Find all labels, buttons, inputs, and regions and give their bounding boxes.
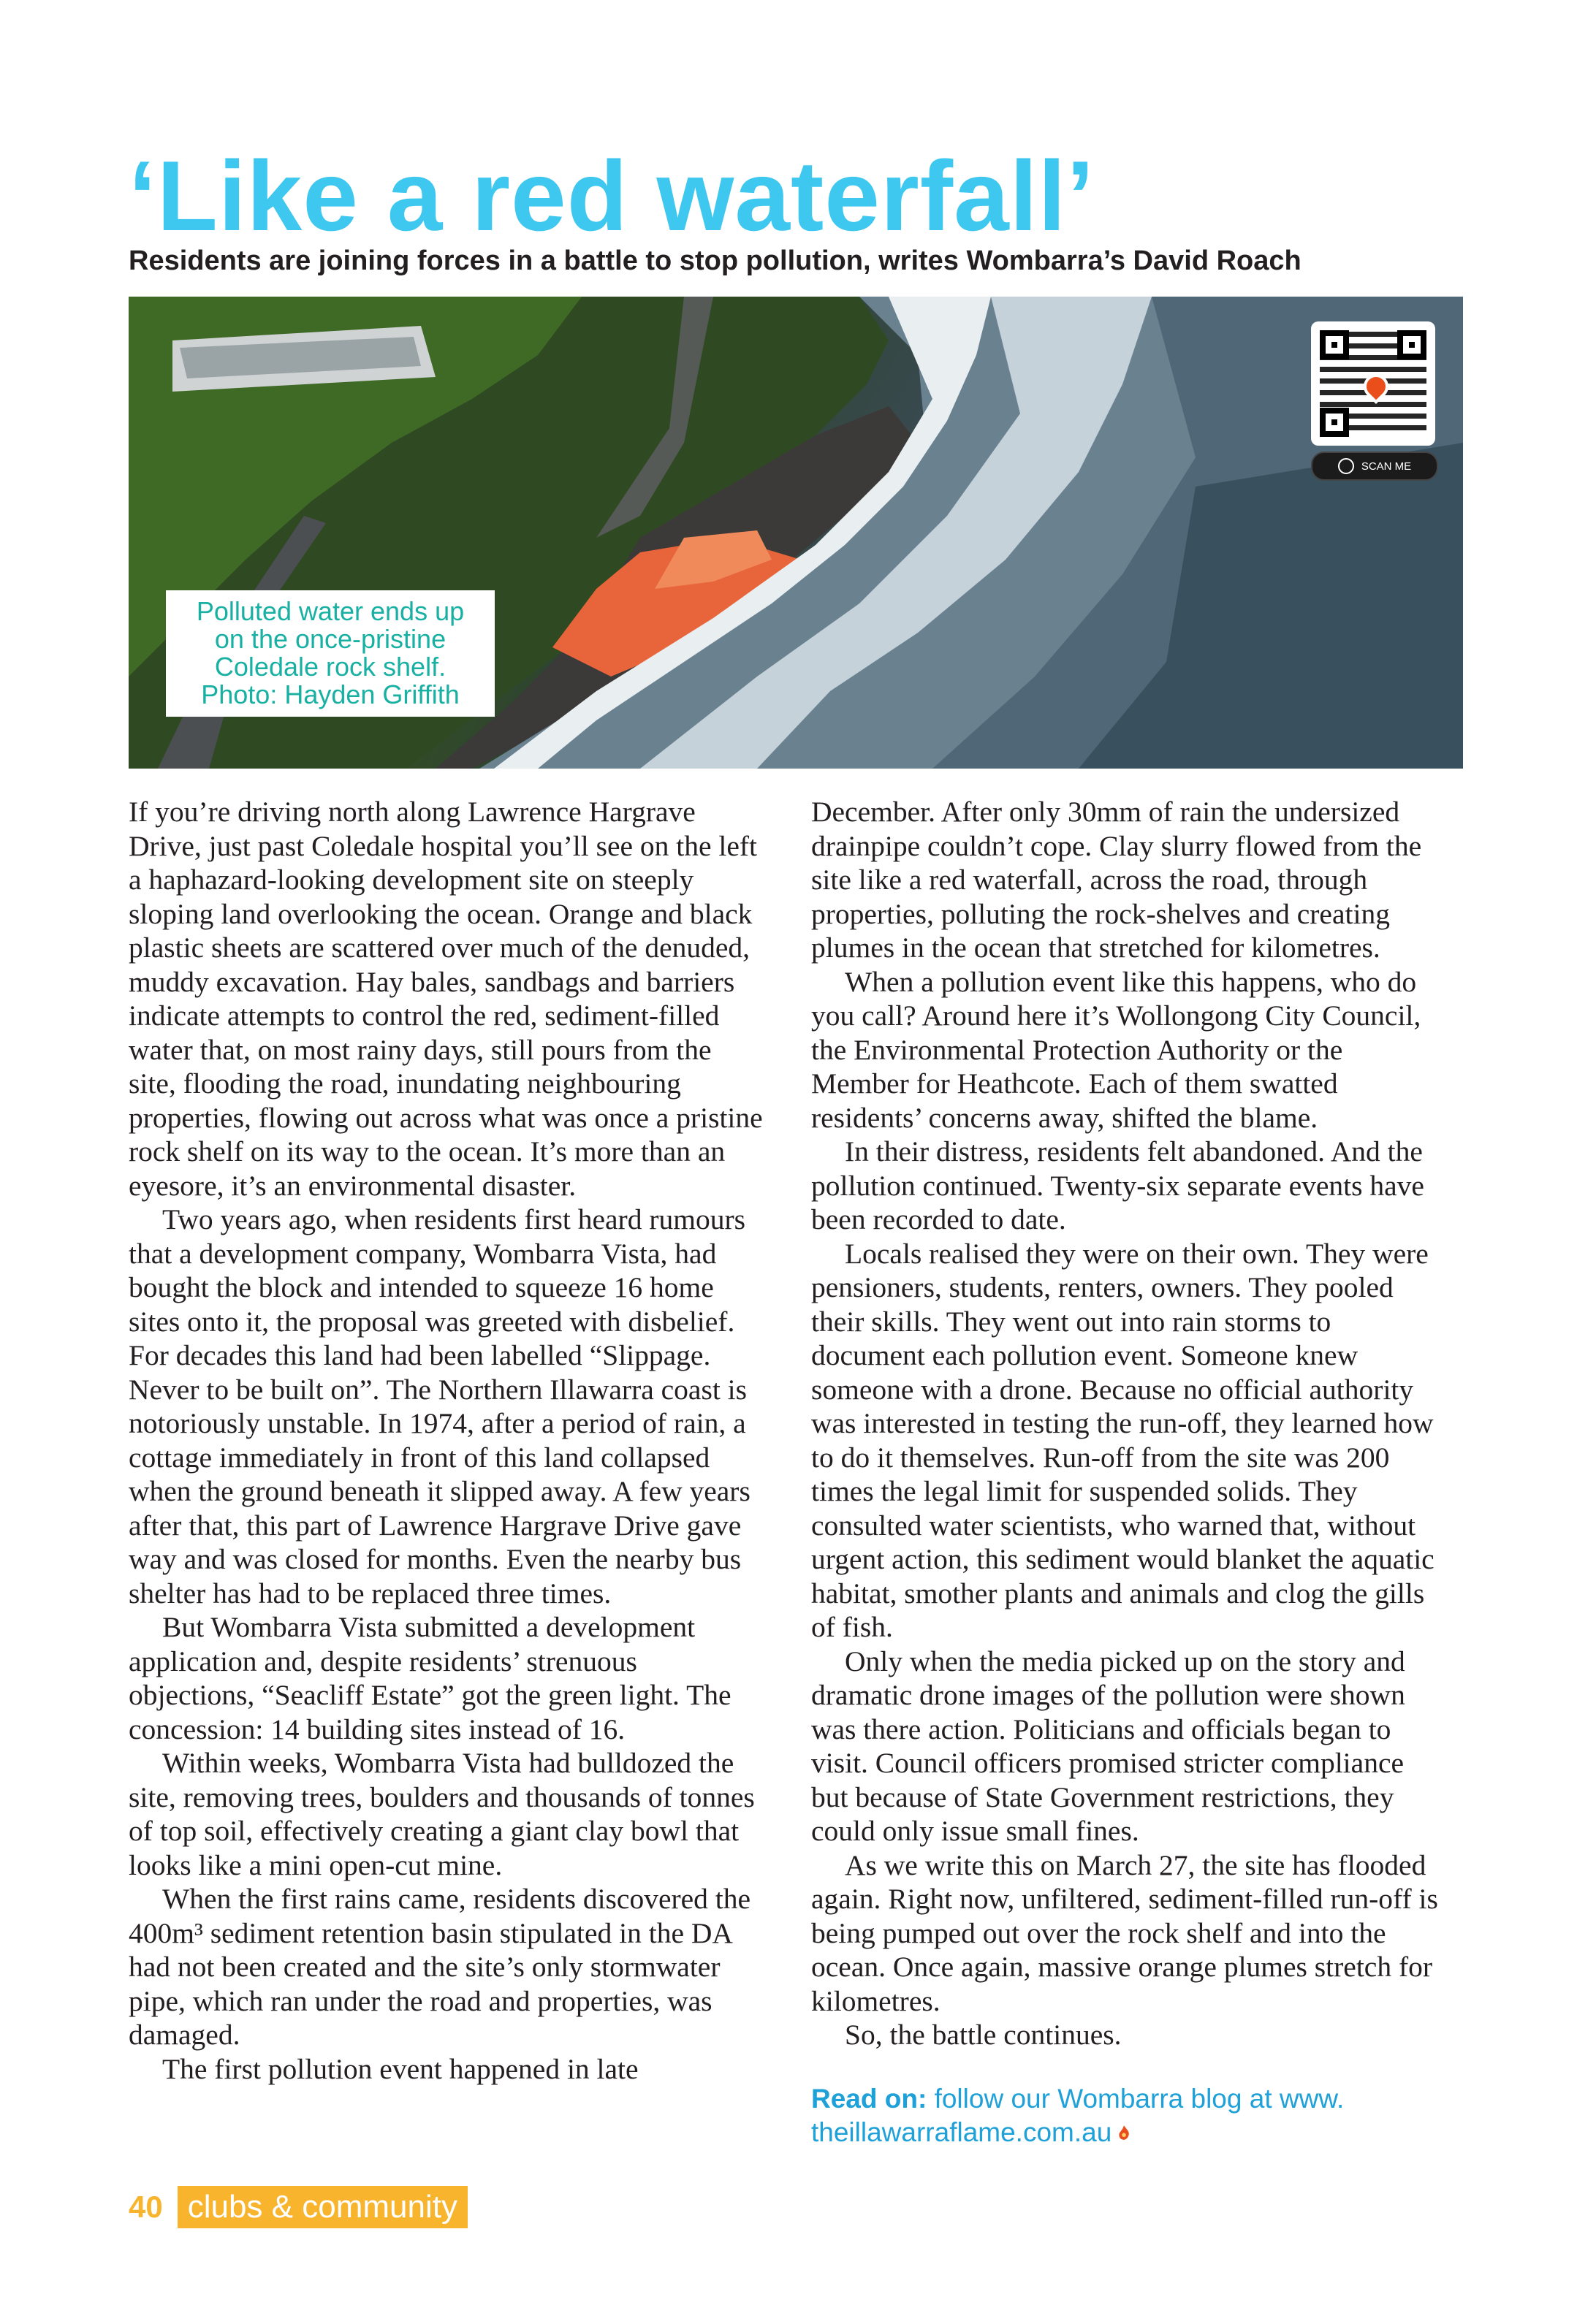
- qr-code[interactable]: [1311, 321, 1435, 446]
- section-tag: clubs & community: [178, 2186, 468, 2228]
- read-on-text: follow our Wombarra blog at www.: [934, 2084, 1345, 2114]
- paragraph: So, the battle continues.: [845, 2019, 1122, 2051]
- flame-end-mark-icon: [1116, 2125, 1132, 2141]
- photo-caption: [166, 590, 495, 717]
- paragraph: Within weeks, Wombarra Vista had bulldozed the site, removing trees, boulders and thousands of tonnes of top soil, effectively creating a giant clay bowl that looks like a mini open-cut mine.: [129, 1747, 755, 1881]
- paragraph: If you’re driving north along Lawrence Hargrave Drive, just past Coledale hospital you’ll see on the left a haphazard-looking development site on steeply sloping land overlooking the ocean. Orange and black plastic sheets are scattered over much of the denuded, muddy excavation. Hay bales, sandbags and barriers indicate attempts to control the red, sediment-filled water that, on most rainy days, still pours from the site, flooding the road, inundating neighbouring properties, flowing out across what was once a pristine rock shelf on its way to the ocean. It’s more than an eyesore, it’s an environmental disaster.: [129, 796, 763, 1202]
- caption-line: Polluted water ends up: [196, 596, 465, 626]
- page-footer: [129, 2186, 468, 2228]
- paragraph: When a pollution event like this happens, who do you call? Around here it’s Wollongong City Council, the Environmental Protection Authority or the Member for Heathcote. Each of them swatted residents’ concerns away, shifted the blame.: [811, 965, 1421, 1134]
- qr-finder-icon: [1397, 330, 1426, 359]
- blog-link[interactable]: theillawarraflame.com.au: [811, 2117, 1112, 2147]
- page-number: 40: [129, 2190, 163, 2224]
- paragraph: When the first rains came, residents discovered the 400m³ sediment retention basin stipulated in the DA had not been created and the site’s only stormwater pipe, which ran under the road and properties, was damaged.: [129, 1883, 751, 2051]
- scan-me-label: SCAN ME: [1361, 460, 1412, 473]
- paragraph: Only when the media picked up on the story and dramatic drone images of the pollution were shown was there action. Politicians and officials began to visit. Council officers promised stricter compliance but because of State Government restrictions, they could only issue small fines.: [811, 1645, 1405, 1847]
- standfirst: Residents are joining forces in a battle to stop pollution, writes Wombarra’s David Roach: [129, 245, 1302, 276]
- qr-code-icon: [1320, 330, 1426, 437]
- paragraph: Locals realised they were on their own. They were pensioners, students, renters, owners. They pooled their skills. They went out into rain storms to document each pollution event. Someone knew someone with a drone. Because no official authority was interested in testing the run-off, they learned how to do it themselves. Run-off from the site was 200 times the legal limit for suspended solids. They consulted water scientists, who warned that, without urgent action, this sediment would blanket the aquatic habitat, smother plants and animals and clog the gills of fish.: [811, 1237, 1434, 1643]
- qr-finder-icon: [1320, 408, 1349, 437]
- read-on: [811, 2082, 1454, 2149]
- flame-logo-icon: [1358, 369, 1394, 404]
- read-on-label: Read on:: [811, 2084, 927, 2114]
- caption-line: Photo: Hayden Griffith: [201, 679, 460, 710]
- qr-finder-icon: [1320, 330, 1349, 359]
- headline: ‘Like a red waterfall’: [129, 140, 1095, 251]
- camera-icon: [1338, 458, 1354, 474]
- caption-line: on the once-pristine: [214, 624, 446, 655]
- paragraph: In their distress, residents felt abandoned. And the pollution continued. Twenty-six separate events have been recorded to date.: [811, 1135, 1424, 1235]
- caption-line: Coledale rock shelf.: [214, 652, 446, 682]
- scan-me-badge[interactable]: [1311, 452, 1438, 481]
- article-column-left: [129, 795, 764, 2086]
- paragraph: The first pollution event happened in late: [162, 2052, 639, 2085]
- paragraph: Two years ago, when residents first heard rumours that a development company, Wombarra Vista, had bought the block and intended to squeeze 16 home sites onto it, the proposal was greeted with disbelief. For decades this land had been labelled “Slippage. Never to be built on”. The Northern Illawarra coast is notoriously unstable. In 1974, after a period of rain, a cottage immediately in front of this land collapsed when the ground beneath it slipped away. A few years after that, this part of Lawrence Hargrave Drive gave way and was closed for months. Even the nearby bus shelter has had to be replaced three times.: [129, 1203, 750, 1609]
- paragraph: As we write this on March 27, the site has flooded again. Right now, unfiltered, sediment-filled run-off is being pumped out over the rock shelf and into the ocean. Once again, massive orange plumes stretch for kilometres.: [811, 1848, 1438, 2017]
- paragraph: December. After only 30mm of rain the undersized drainpipe couldn’t cope. Clay slurry flowed from the site like a red waterfall, across the road, through properties, polluting the rock-shelves and creating plumes in the ocean that stretched for kilometres.: [811, 796, 1422, 964]
- article-column-right: [811, 795, 1447, 2052]
- paragraph: But Wombarra Vista submitted a development application and, despite residents’ strenuous objections, “Seacliff Estate” got the green light. The concession: 14 building sites instead of 16.: [129, 1611, 732, 1745]
